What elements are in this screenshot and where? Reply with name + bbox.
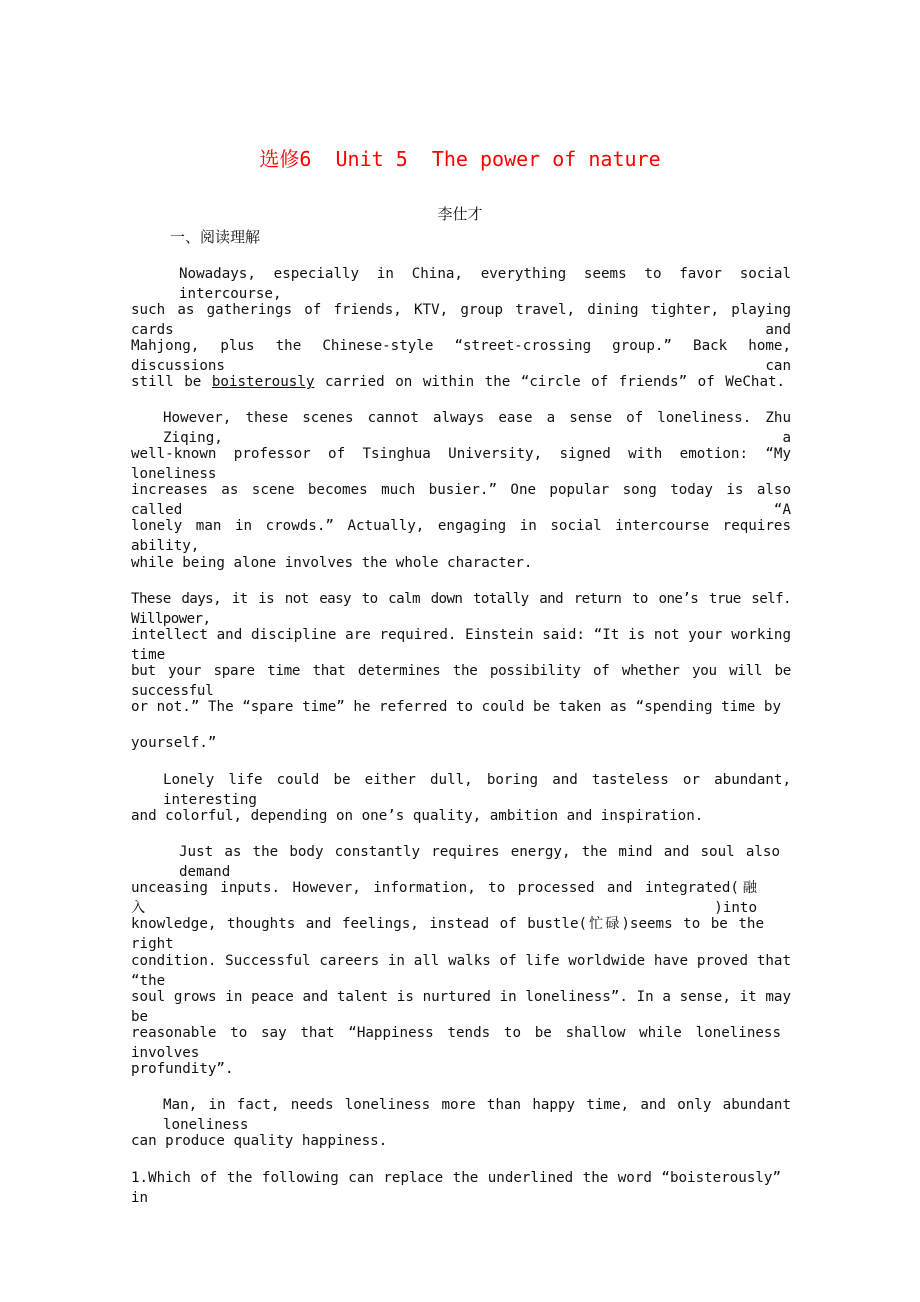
text-line: can produce quality happiness. — [131, 1133, 388, 1149]
text-line: However, these scenes cannot always ease a sense of loneliness. Zhu Ziqing, a — [163, 410, 791, 446]
text-line: unceasing inputs. However, information, to processed and integrated(融入)into — [131, 880, 757, 916]
text-line: profundity”. — [131, 1061, 234, 1077]
text-line: Just as the body constantly requires energy, the mind and soul also demand — [179, 844, 780, 880]
text-line: yourself.” — [131, 735, 217, 751]
text-line — [131, 372, 785, 392]
text-line: Lonely life could be either dull, boring and tasteless or abundant, interesting — [163, 772, 791, 808]
text-segment: carried on within the “circle of friends” of WeChat. — [324, 374, 786, 390]
author: 李仕才 — [437, 205, 483, 223]
text-line: well-known professor of Tsinghua University, signed with emotion: “My loneliness — [131, 446, 791, 482]
text-line: Man, in fact, needs loneliness more than happy time, and only abundant loneliness — [163, 1097, 791, 1133]
text-line: while being alone involves the whole character. — [131, 555, 533, 571]
page-title: 选修6 Unit 5 The power of nature — [259, 147, 661, 171]
text-line: soul grows in peace and talent is nurtured in loneliness”. In a sense, it may be — [131, 989, 791, 1025]
text-line: increases as scene becomes much busier.” One popular song today is also called “A — [131, 482, 791, 518]
text-line: or not.” The “spare time” he referred to could be taken as “spending time by — [131, 699, 781, 715]
text-line: and colorful, depending on one’s quality, ambition and inspiration. — [131, 808, 704, 824]
text-line: such as gatherings of friends, KTV, group travel, dining tighter, playing cards and — [131, 302, 791, 338]
text-line: These days, it is not easy to calm down totally and return to one’s true self. Willpower, — [131, 591, 791, 627]
text-line: Nowadays, especially in China, everything seems to favor social intercourse, — [179, 266, 791, 302]
underlined-word: boisterously — [211, 374, 315, 390]
text-line: Mahjong, plus the Chinese-style “street-crossing group.” Back home, discussions can — [131, 338, 791, 374]
text-line: reasonable to say that “Happiness tends to be shallow while loneliness involves — [131, 1025, 781, 1061]
text-line: knowledge, thoughts and feelings, instead of bustle(忙碌)seems to be the right — [131, 916, 764, 952]
text-segment: still be — [131, 374, 202, 390]
text-line: lonely man in crowds.” Actually, engaging in social intercourse requires ability, — [131, 518, 791, 554]
text-line: intellect and discipline are required. Einstein said: “It is not your working time — [131, 627, 791, 663]
section-heading: 一、阅读理解 — [170, 228, 261, 246]
question-line: 1.Which of the following can replace the underlined the word “boisterously” in — [131, 1170, 781, 1206]
text-line: but your spare time that determines the possibility of whether you will be successful — [131, 663, 791, 699]
text-line: condition. Successful careers in all walks of life worldwide have proved that “the — [131, 953, 791, 989]
